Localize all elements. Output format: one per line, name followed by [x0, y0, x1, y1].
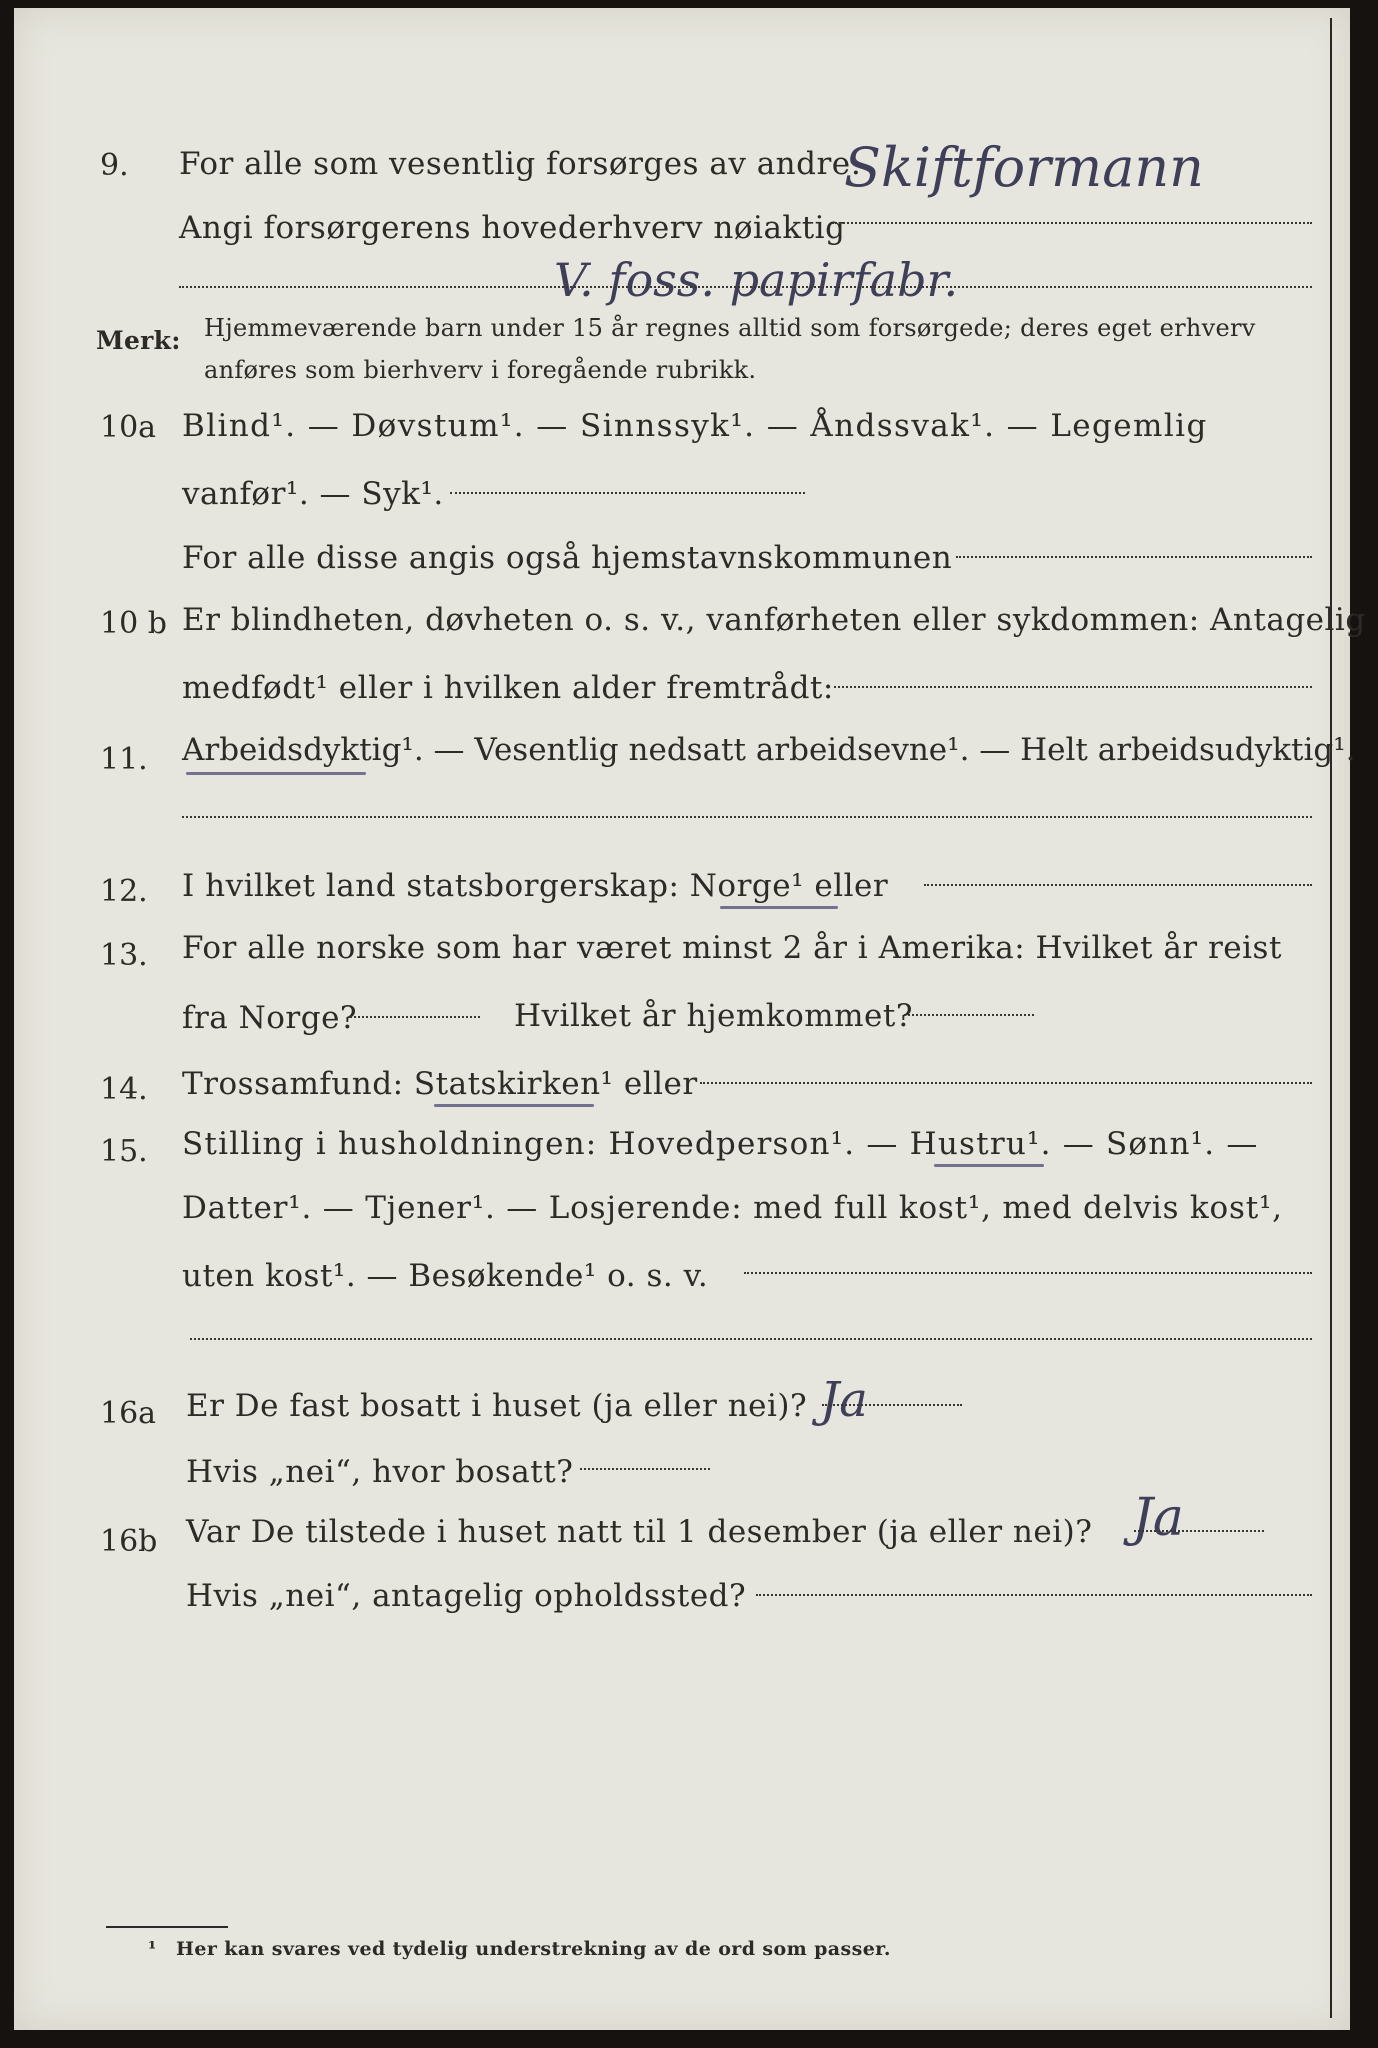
question-number: 11. [100, 742, 148, 777]
answer-line [179, 286, 1312, 288]
answer-line [956, 556, 1312, 558]
question-text: Hvilket år hjemkommet? [514, 998, 913, 1034]
question-number: 9. [100, 148, 129, 183]
handwritten-answer: Ja [820, 1372, 868, 1428]
question-text: Angi forsørgerens hovederhverv nøiaktig [179, 210, 846, 246]
handwritten-answer: Ja [1132, 1488, 1184, 1548]
question-text: Blind¹. — Døvstum¹. — Sinnssyk¹. — Åndssvak¹. — Legemlig [182, 408, 1208, 444]
question-number: 10a [100, 410, 157, 445]
answer-underline [186, 772, 366, 775]
answer-line [182, 816, 1312, 818]
answer-line [190, 1338, 1312, 1340]
answer-line [822, 1404, 962, 1406]
answer-line [700, 1082, 1312, 1084]
note-label: Merk: [96, 326, 181, 355]
question-number: 16a [100, 1396, 157, 1431]
question-text: For alle disse angis også hjemstavnskommunen [182, 540, 953, 576]
answer-line [834, 686, 1312, 688]
answer-line [904, 1014, 1034, 1016]
question-text: uten kost¹. — Besøkende¹ o. s. v. [182, 1258, 709, 1294]
answer-line [1134, 1530, 1264, 1532]
footnote-text: Her kan svares ved tydelig understrekning av de ord som passer. [176, 1938, 891, 1960]
answer-underline [434, 1104, 594, 1107]
note-text: Hjemmeværende barn under 15 år regnes alltid som forsørgede; deres eget erhverv [204, 314, 1256, 342]
census-form-sheet [14, 8, 1366, 2030]
question-text: Arbeidsdyktig¹. — Vesentlig nedsatt arbeidsevne¹. — Helt arbeidsudyktig¹. [182, 732, 1356, 768]
question-text: Datter¹. — Tjener¹. — Losjerende: med full kost¹, med delvis kost¹, [182, 1190, 1283, 1226]
question-number: 13. [100, 938, 148, 973]
answer-line [450, 492, 805, 494]
question-text: Er De fast bosatt i huset (ja eller nei)? [186, 1388, 808, 1424]
answer-line [756, 1594, 1312, 1596]
question-text: Trossamfund: Statskirken¹ eller [182, 1066, 698, 1102]
question-text: Hvis „nei“, antagelig opholdssted? [186, 1578, 747, 1614]
question-number: 16b [100, 1524, 158, 1559]
question-text: vanfør¹. — Syk¹. [182, 476, 444, 512]
handwritten-answer: Skiftformann [844, 136, 1204, 199]
question-number: 10 b [100, 606, 167, 641]
question-text: Stilling i husholdningen: Hovedperson¹. — Hustru¹. — Sønn¹. — [182, 1126, 1259, 1162]
question-number: 12. [100, 874, 148, 909]
footnote-rule [106, 1926, 228, 1928]
question-text: medfødt¹ eller i hvilken alder fremtrådt: [182, 670, 834, 706]
question-text: For alle norske som har været minst 2 år i Amerika: Hvilket år reist [182, 930, 1282, 966]
question-text: I hvilket land statsborgerskap: Norge¹ eller [182, 868, 889, 904]
question-number: 15. [100, 1134, 148, 1169]
answer-underline [934, 1164, 1044, 1167]
answer-line [924, 884, 1312, 886]
answer-line [744, 1272, 1312, 1274]
question-text: fra Norge? [182, 1000, 358, 1036]
answer-underline [720, 906, 838, 909]
answer-line [832, 222, 1312, 224]
note-text: anføres som bierhverv i foregående rubrikk. [204, 356, 757, 384]
answer-line [580, 1468, 710, 1470]
handwritten-answer: V. foss. papirfabr. [554, 253, 959, 307]
question-text: Var De tilstede i huset natt til 1 desember (ja eller nei)? [186, 1514, 1093, 1550]
question-text: Hvis „nei“, hvor bosatt? [186, 1454, 574, 1490]
page-edge [1330, 18, 1332, 2018]
answer-line [350, 1016, 480, 1018]
question-number: 14. [100, 1072, 148, 1107]
question-text: Er blindheten, døvheten o. s. v., vanførheten eller sykdommen: Antagelig [182, 602, 1366, 638]
footnote-mark: ¹ [148, 1938, 157, 1960]
question-text: For alle som vesentlig forsørges av andre: [179, 146, 862, 182]
